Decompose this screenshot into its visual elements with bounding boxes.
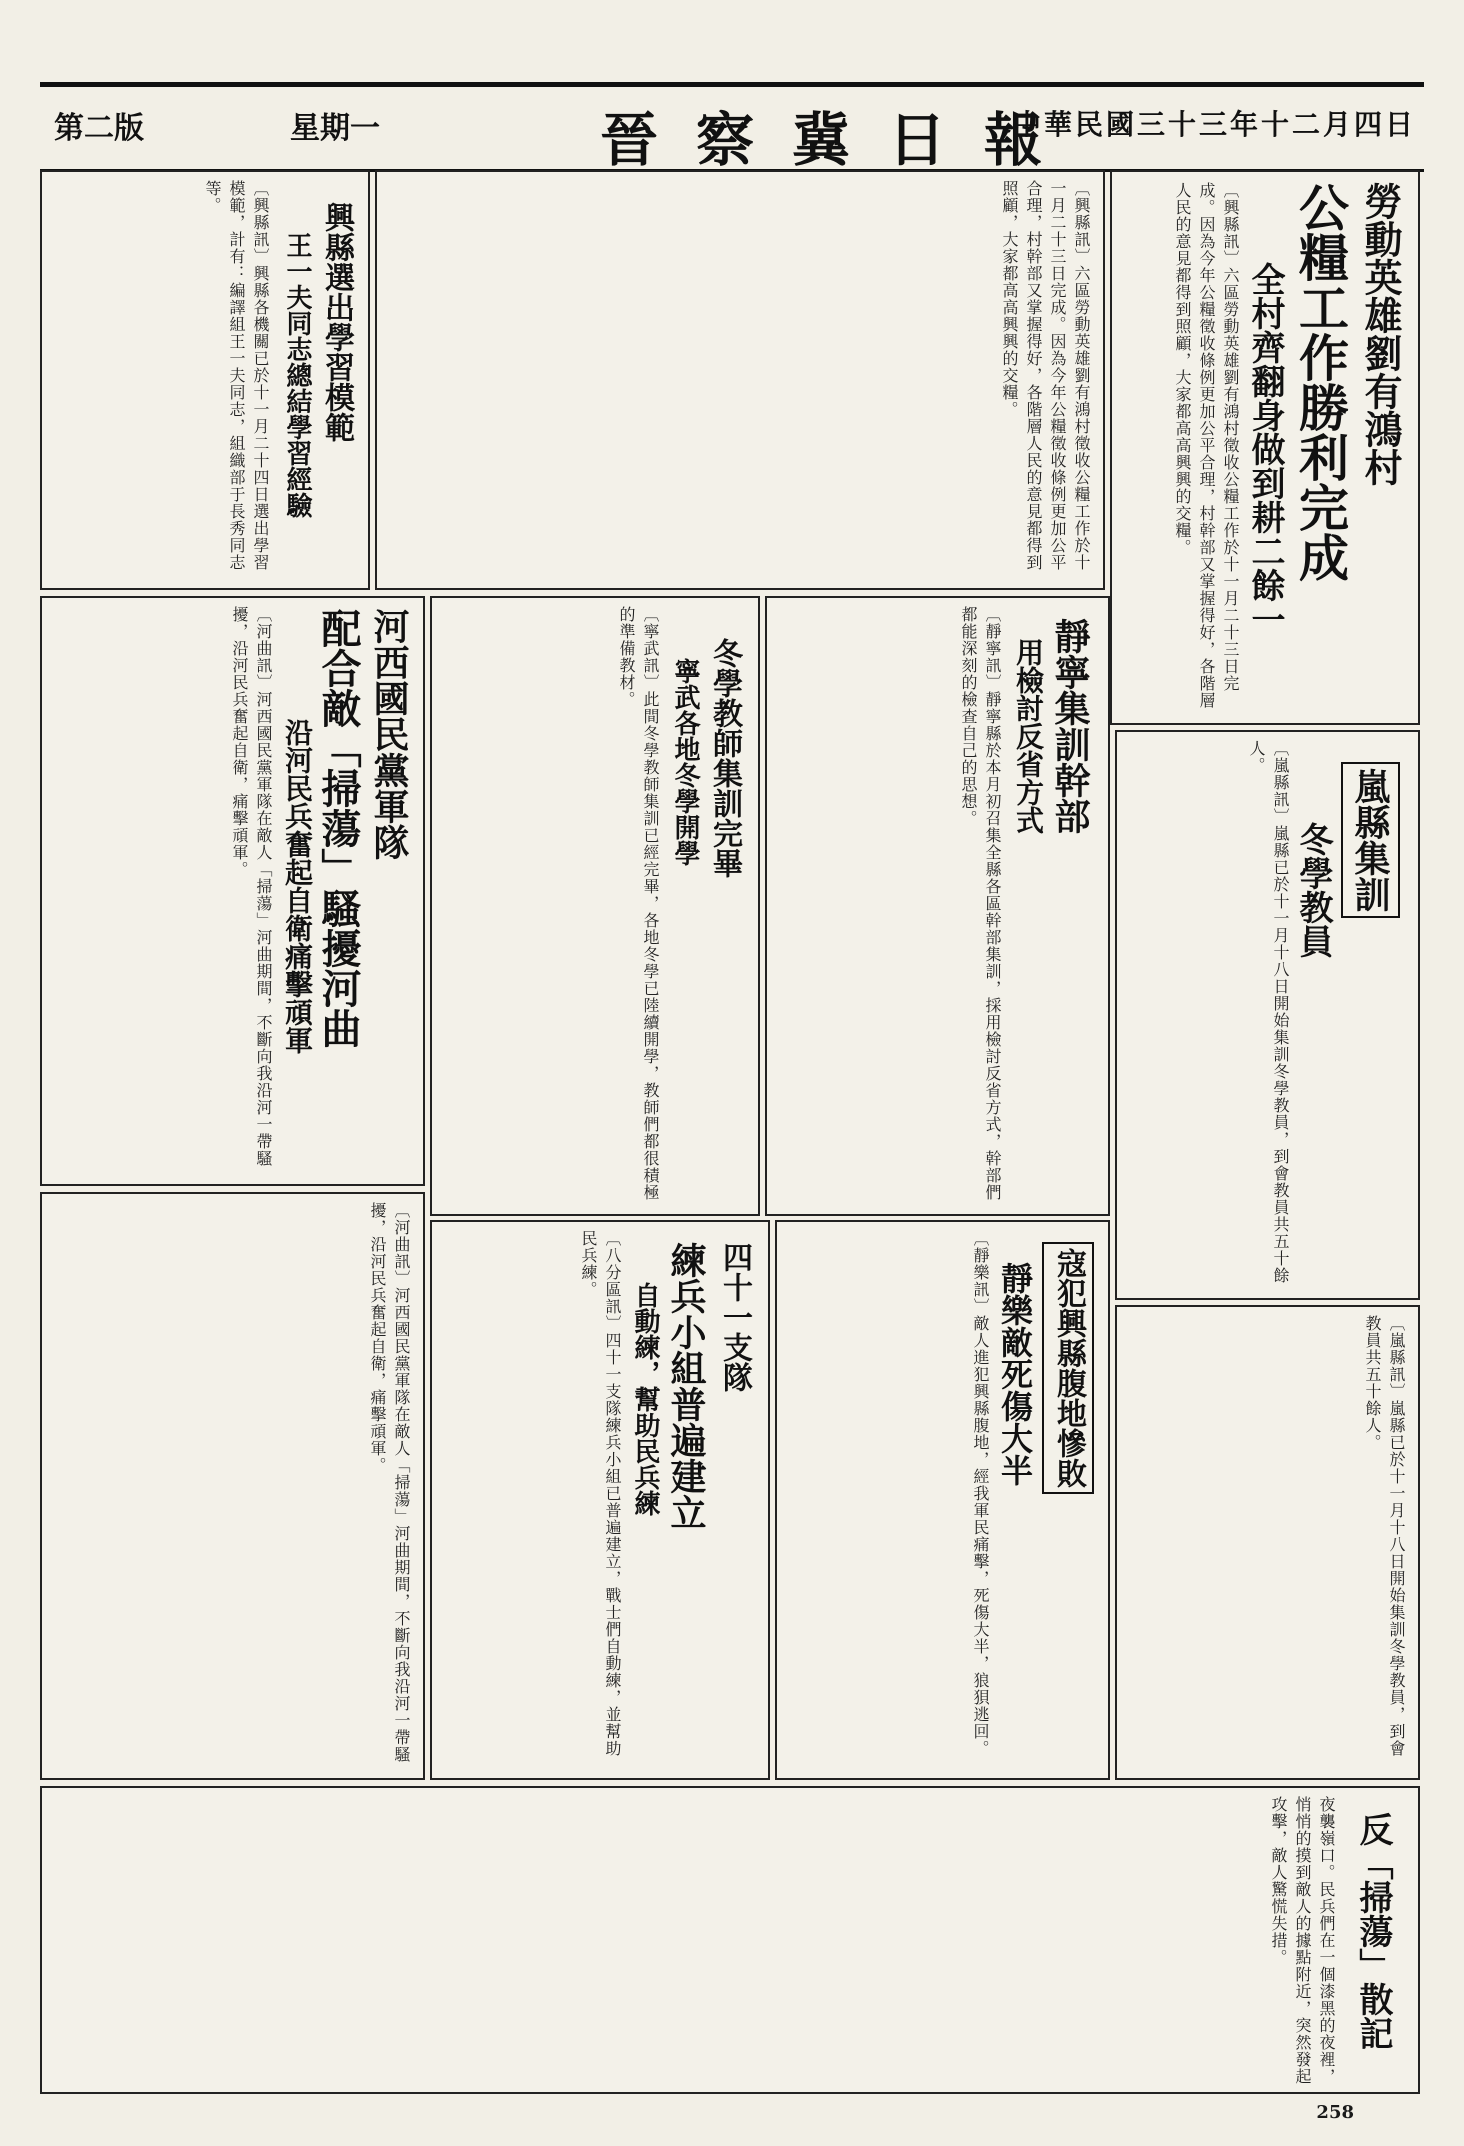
article-hequ-body: 〔河曲訊〕河西國民黨軍隊在敵人「掃蕩」河曲期間，不斷向我沿河一帶騷擾，沿河民兵奮起自衛，痛擊頑軍。: [230, 606, 273, 1167]
article-practice-group-subhead: 自動練，幫助民兵練: [630, 1282, 660, 1516]
article-xingxian-defeat-subhead: 靜樂敵死傷大半: [996, 1262, 1034, 1486]
date-label: 中華民國三十三年十二月四日: [1012, 108, 1416, 141]
nameplate: 晉察冀日報: [600, 106, 1081, 174]
article-lead: [1110, 170, 1420, 725]
article-practice-group-title: 四十一支隊: [717, 1242, 752, 1392]
article-hequ-subhead: 沿河民兵奮起自衛痛擊頑軍: [281, 718, 314, 1054]
article-anti-sweep-notes-body: 夜襲嶺口。民兵們在一個漆黑的夜裡，悄悄的摸到敵人的據點附近，突然發起攻擊，敵人驚慌失措。: [1269, 1796, 1336, 2085]
article-practice-group: [430, 1220, 770, 1780]
article-jingning: [765, 596, 1110, 1216]
page-number: 258: [1316, 2102, 1354, 2123]
article-lanxian-continuation: [1115, 1305, 1420, 1780]
article-lead-body: 〔興縣訊〕六區勞動英雄劉有鴻村徵收公糧工作於十一月二十三日完成。因為今年公糧徵收條例更加公平合理，村幹部又掌握得好，各階層人民的意見都得到照顧，大家都高高興興的交糧。: [1173, 182, 1240, 709]
article-jingning-subhead: 用檢討反省方式: [1012, 638, 1045, 834]
article-jingning-body: 〔靜寧訊〕靜寧縣於本月初召集全縣各區幹部集訓，採用檢討反省方式，幹部們都能深刻的檢查自己的思想。: [959, 606, 1002, 1201]
weekday-label: 星期一: [290, 111, 380, 146]
masthead: [40, 82, 1424, 172]
article-hequ: [40, 596, 425, 1186]
article-xingxian-defeat-title: 寇犯興縣腹地慘敗: [1042, 1242, 1094, 1494]
article-lead-headline: 公糧工作勝利完成: [1291, 182, 1350, 582]
article-lead-title: 勞動英雄劉有鴻村: [1358, 182, 1403, 486]
article-hequ-headline: 配合敵「掃蕩」騷擾河曲: [315, 608, 362, 1048]
article-lead-continuation: [375, 170, 1105, 590]
article-hequ-continuation: [40, 1192, 425, 1780]
article-anti-sweep-notes-title: 反「掃蕩」散記: [1353, 1812, 1393, 2050]
article-study-model-body: 〔興縣訊〕興縣各機關已於十一月二十四日選出學習模範，計有：編譯組王一夫同志，組織部于長秀同志等。: [203, 180, 270, 571]
article-winter-school-title: 冬學教師集訓完畢: [707, 638, 742, 878]
article-winter-school-subhead: 寧武各地冬學開學: [670, 658, 700, 866]
article-winter-school: [430, 596, 760, 1216]
article-xingxian-defeat-body: 〔靜樂訊〕敵人進犯興縣腹地，經我軍民痛擊，死傷大半，狼狽逃回。: [971, 1230, 990, 1757]
article-lanxian-subhead: 冬學教員: [1293, 822, 1333, 958]
article-practice-group-body: 〔八分區訊〕四十一支隊練兵小組已普遍建立，戰士們自動練，並幫助民兵練。: [579, 1230, 622, 1757]
article-lanxian-body: 〔嵐縣訊〕嵐縣已於十一月十八日開始集訓冬學教員，到會教員共五十餘人。: [1247, 740, 1290, 1284]
article-study-model: [40, 170, 370, 590]
article-lead-continuation-body: 〔興縣訊〕六區勞動英雄劉有鴻村徵收公糧工作於十一月二十三日完成。因為今年公糧徵收條例更加公平合理，村幹部又掌握得好，各階層人民的意見都得到照顧，大家都高高興興的交糧。: [1000, 180, 1091, 571]
article-study-model-subhead: 王一夫同志總結學習經驗: [282, 232, 312, 518]
article-xingxian-defeat: [775, 1220, 1110, 1780]
article-lanxian: [1115, 730, 1420, 1300]
article-jingning-title: 靜寧集訓幹部: [1049, 618, 1091, 834]
article-hequ-title: 河西國民黨軍隊: [368, 608, 410, 860]
article-anti-sweep-notes: [40, 1786, 1420, 2094]
article-practice-group-headline: 練兵小組普遍建立: [665, 1242, 707, 1530]
edition-label: 第二版: [54, 111, 144, 146]
article-study-model-title: 興縣選出學習模範: [319, 202, 354, 442]
article-lead-subhead: 全村齊翻身做到耕二餘一: [1245, 262, 1285, 636]
article-hequ-continuation-body: 〔河曲訊〕河西國民黨軍隊在敵人「掃蕩」河曲期間，不斷向我沿河一帶騷擾，沿河民兵奮起自衛，痛擊頑軍。: [368, 1202, 411, 1763]
article-lanxian-continuation-body: 〔嵐縣訊〕嵐縣已於十一月十八日開始集訓冬學教員，到會教員共五十餘人。: [1363, 1315, 1406, 1757]
article-lanxian-title: 嵐縣集訓: [1341, 762, 1400, 918]
article-winter-school-body: 〔寧武訊〕此間冬學教師集訓已經完畢，各地冬學已陸續開學，教師們都很積極的準備教材。: [617, 606, 660, 1201]
